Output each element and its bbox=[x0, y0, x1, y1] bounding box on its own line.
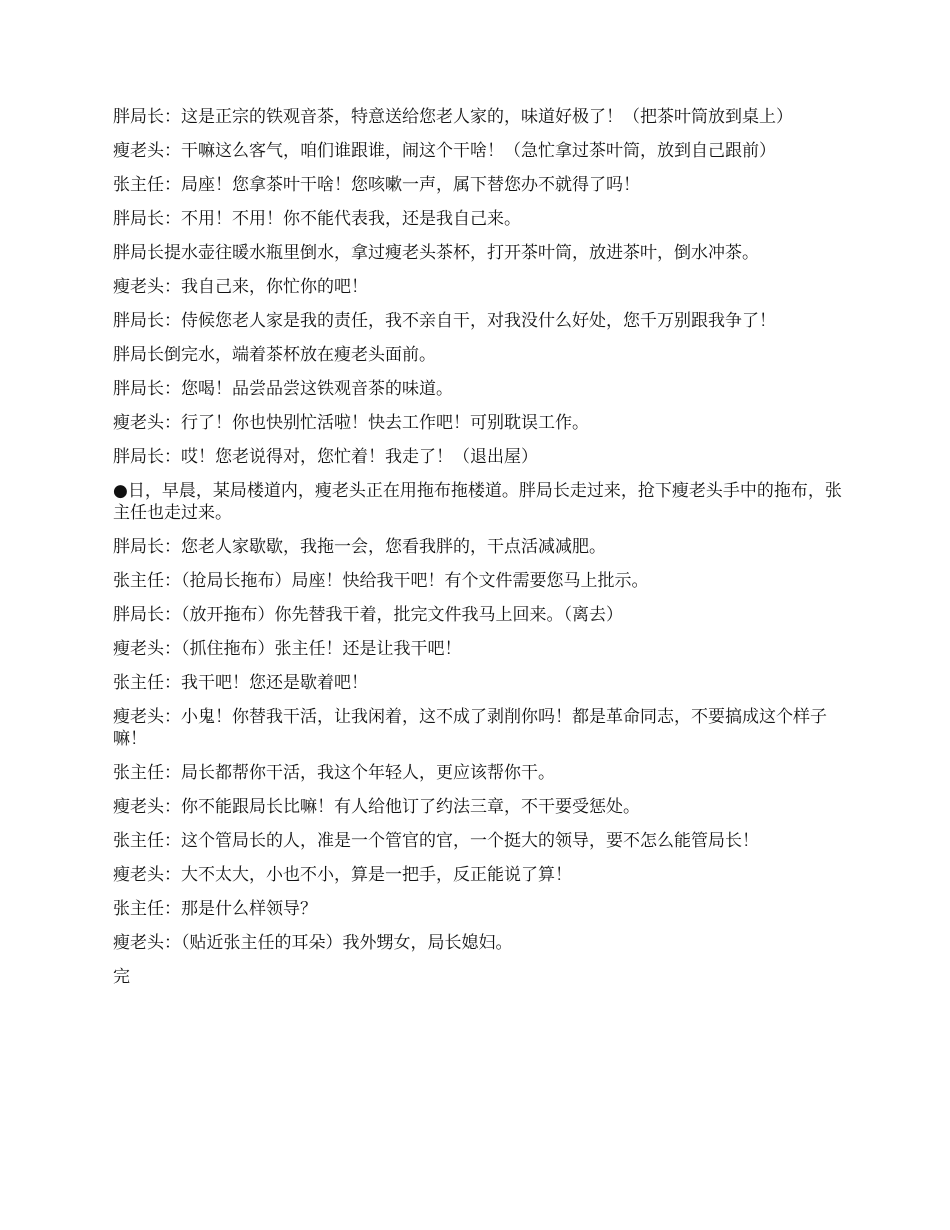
paragraph: 瘦老头：我自己来，你忙你的吧！ bbox=[113, 277, 368, 297]
paragraph: 张主任：（抢局长拖布）局座！快给我干吧！有个文件需要您马上批示。 bbox=[113, 571, 649, 591]
paragraph: 胖局长：不用！不用！你不能代表我，还是我自己来。 bbox=[113, 209, 521, 229]
paragraph: 胖局长：这是正宗的铁观音茶，特意送给您老人家的，味道好极了！（把茶叶筒放到桌上） bbox=[113, 107, 793, 127]
paragraph: 胖局长：哎！您老说得对，您忙着！我走了！（退出屋） bbox=[113, 447, 538, 467]
paragraph: 胖局长：侍候您老人家是我的责任，我不亲自干，对我没什么好处，您千万别跟我争了！ bbox=[113, 311, 776, 331]
paragraph: 瘦老头：你不能跟局长比嘛！有人给他订了约法三章，不干要受惩处。 bbox=[113, 797, 640, 817]
scene-heading: ●日，早晨，某局楼道内，瘦老头正在用拖布拖楼道。胖局长走过来，抢下瘦老头手中的拖布，张主任也走过来。 bbox=[113, 481, 842, 523]
paragraph: 胖局长：（放开拖布）你先替我干着，批完文件我马上回来。（离去） bbox=[113, 605, 623, 625]
paragraph: 瘦老头：大不太大，小也不小，算是一把手，反正能说了算！ bbox=[113, 865, 572, 885]
paragraph: 张主任：这个管局长的人，准是一个管官的官，一个挺大的领导，要不怎么能管局长！ bbox=[113, 831, 759, 851]
paragraph: 瘦老头：（贴近张主任的耳朵）我外甥女，局长媳妇。 bbox=[113, 933, 513, 953]
paragraph: 张主任：那是什么样领导？ bbox=[113, 899, 317, 919]
document-body bbox=[113, 106, 843, 1000]
paragraph: 张主任：局长都帮你干活，我这个年轻人，更应该帮你干。 bbox=[113, 763, 555, 783]
paragraph: 张主任：局座！您拿茶叶干啥！您咳嗽一声，属下替您办不就得了吗！ bbox=[113, 175, 640, 195]
paragraph: 胖局长：您喝！品尝品尝这铁观音茶的味道。 bbox=[113, 379, 453, 399]
paragraph: 瘦老头：干嘛这么客气，咱们谁跟谁，闹这个干啥！（急忙拿过茶叶筒，放到自己跟前） bbox=[113, 141, 776, 161]
paragraph: 胖局长：您老人家歇歇，我拖一会，您看我胖的，干点活减减肥。 bbox=[113, 537, 606, 557]
paragraph: 瘦老头：小鬼！你替我干活，让我闲着，这不成了剥削你吗！都是革命同志，不要搞成这个样子嘛！ bbox=[113, 707, 827, 749]
end-marker: 完 bbox=[113, 967, 130, 987]
paragraph: 胖局长倒完水，端着茶杯放在瘦老头面前。 bbox=[113, 345, 436, 365]
paragraph: 张主任：我干吧！您还是歇着吧！ bbox=[113, 673, 368, 693]
paragraph: 瘦老头：行了！你也快别忙活啦！快去工作吧！可别耽误工作。 bbox=[113, 413, 589, 433]
paragraph: 瘦老头：（抓住拖布）张主任！还是让我干吧！ bbox=[113, 639, 462, 659]
paragraph: 胖局长提水壶往暖水瓶里倒水，拿过瘦老头茶杯，打开茶叶筒，放进茶叶，倒水冲茶。 bbox=[113, 243, 759, 263]
